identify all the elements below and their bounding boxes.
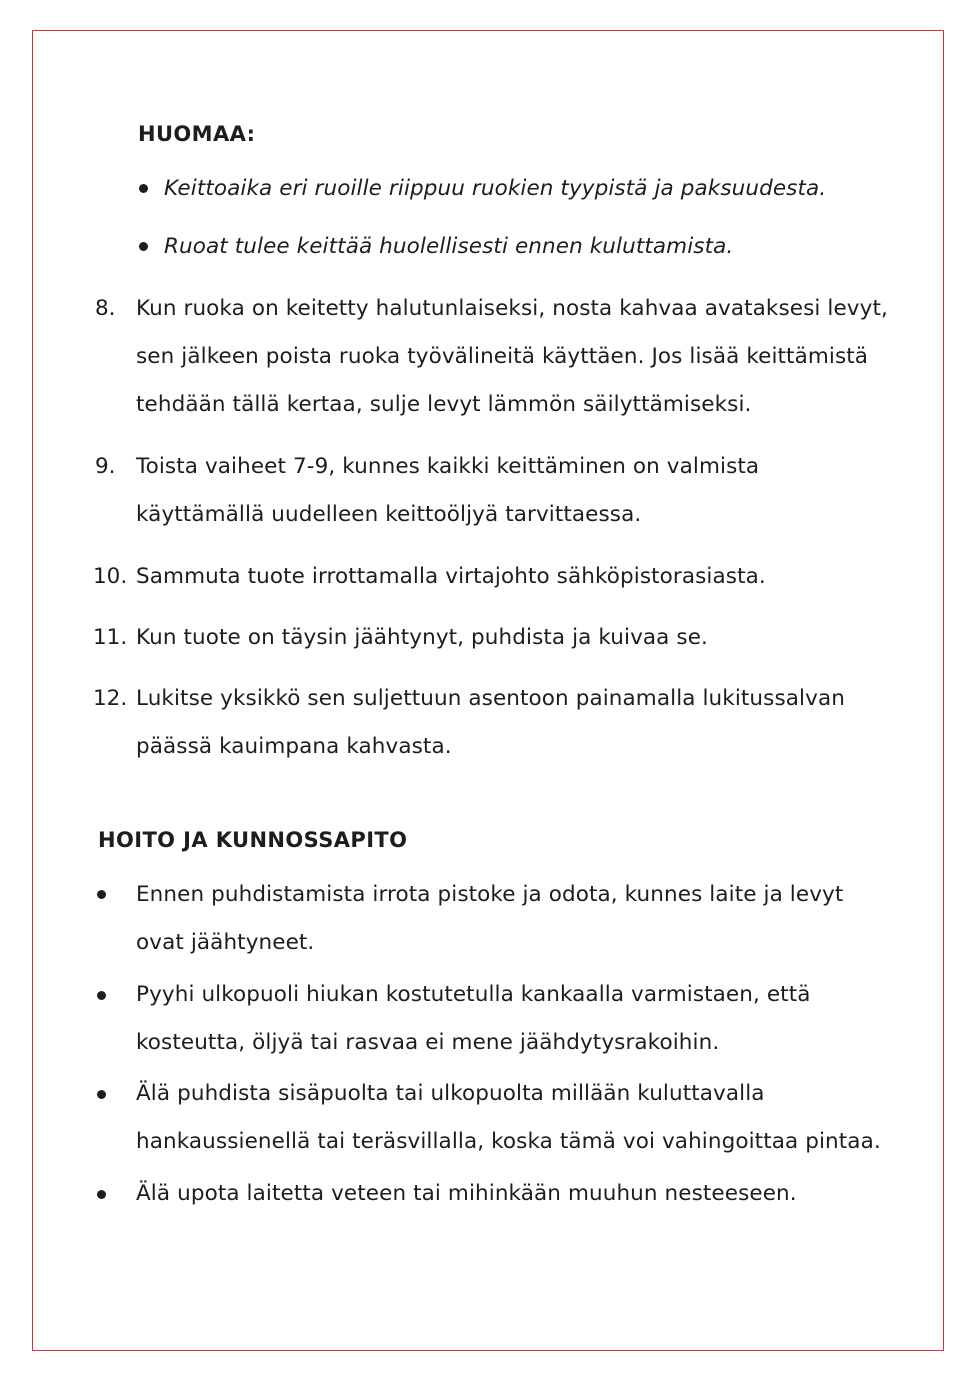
step-9-line-1: Toista vaiheet 7-9, kunnes kaikki keittäminen on valmista — [136, 454, 760, 479]
step-12-line-1: Lukitse yksikkö sen suljettuun asentoon painamalla lukitussalvan — [136, 686, 845, 711]
step-8-line-2: sen jälkeen poista ruoka työvälineitä käyttäen. Jos lisää keittämistä — [136, 344, 869, 369]
care-bullet-4-line-1: Älä upota laitetta veteen tai mihinkään muuhun nesteeseen. — [136, 1181, 797, 1206]
step-8-line-1: Kun ruoka on keitetty halutunlaiseksi, nosta kahvaa avataksesi levyt, — [136, 296, 888, 321]
step-number: 10. — [93, 564, 128, 589]
care-bullet-1-line-2: ovat jäähtyneet. — [136, 930, 315, 955]
note-bullet-2: Ruoat tulee keittää huolellisesti ennen kuluttamista. — [164, 234, 734, 259]
care-bullet-1-line-1: Ennen puhdistamista irrota pistoke ja odota, kunnes laite ja levyt — [136, 882, 844, 907]
care-bullet-3-line-2: hankaussienellä tai teräsvillalla, koska tämä voi vahingoittaa pintaa. — [136, 1129, 881, 1154]
note-heading: HUOMAA: — [138, 122, 256, 146]
care-bullet-2-line-2: kosteutta, öljyä tai rasvaa ei mene jäähdytysrakoihin. — [136, 1030, 720, 1055]
bullet-icon — [97, 890, 106, 899]
care-bullet-2-line-1: Pyyhi ulkopuoli hiukan kostutetulla kankaalla varmistaen, että — [136, 982, 811, 1007]
step-9-line-2: käyttämällä uudelleen keittoöljyä tarvittaessa. — [136, 502, 642, 527]
bullet-icon — [139, 184, 148, 193]
bullet-icon — [139, 242, 148, 251]
step-number: 12. — [93, 686, 128, 711]
bullet-icon — [97, 1090, 106, 1099]
step-8-line-3: tehdään tällä kertaa, sulje levyt lämmön säilyttämiseksi. — [136, 392, 752, 417]
step-11-line-1: Kun tuote on täysin jäähtynyt, puhdista ja kuivaa se. — [136, 625, 708, 650]
step-12-line-2: päässä kauimpana kahvasta. — [136, 734, 452, 759]
care-bullet-3-line-1: Älä puhdista sisäpuolta tai ulkopuolta millään kuluttavalla — [136, 1081, 765, 1106]
step-number: 8. — [95, 296, 116, 321]
step-number: 9. — [95, 454, 116, 479]
care-heading: HOITO JA KUNNOSSAPITO — [98, 828, 408, 852]
step-number: 11. — [93, 625, 128, 650]
bullet-icon — [97, 1190, 106, 1199]
bullet-icon — [97, 991, 106, 1000]
note-bullet-1: Keittoaika eri ruoille riippuu ruokien tyypistä ja paksuudesta. — [164, 176, 827, 201]
step-10-line-1: Sammuta tuote irrottamalla virtajohto sähköpistorasiasta. — [136, 564, 766, 589]
